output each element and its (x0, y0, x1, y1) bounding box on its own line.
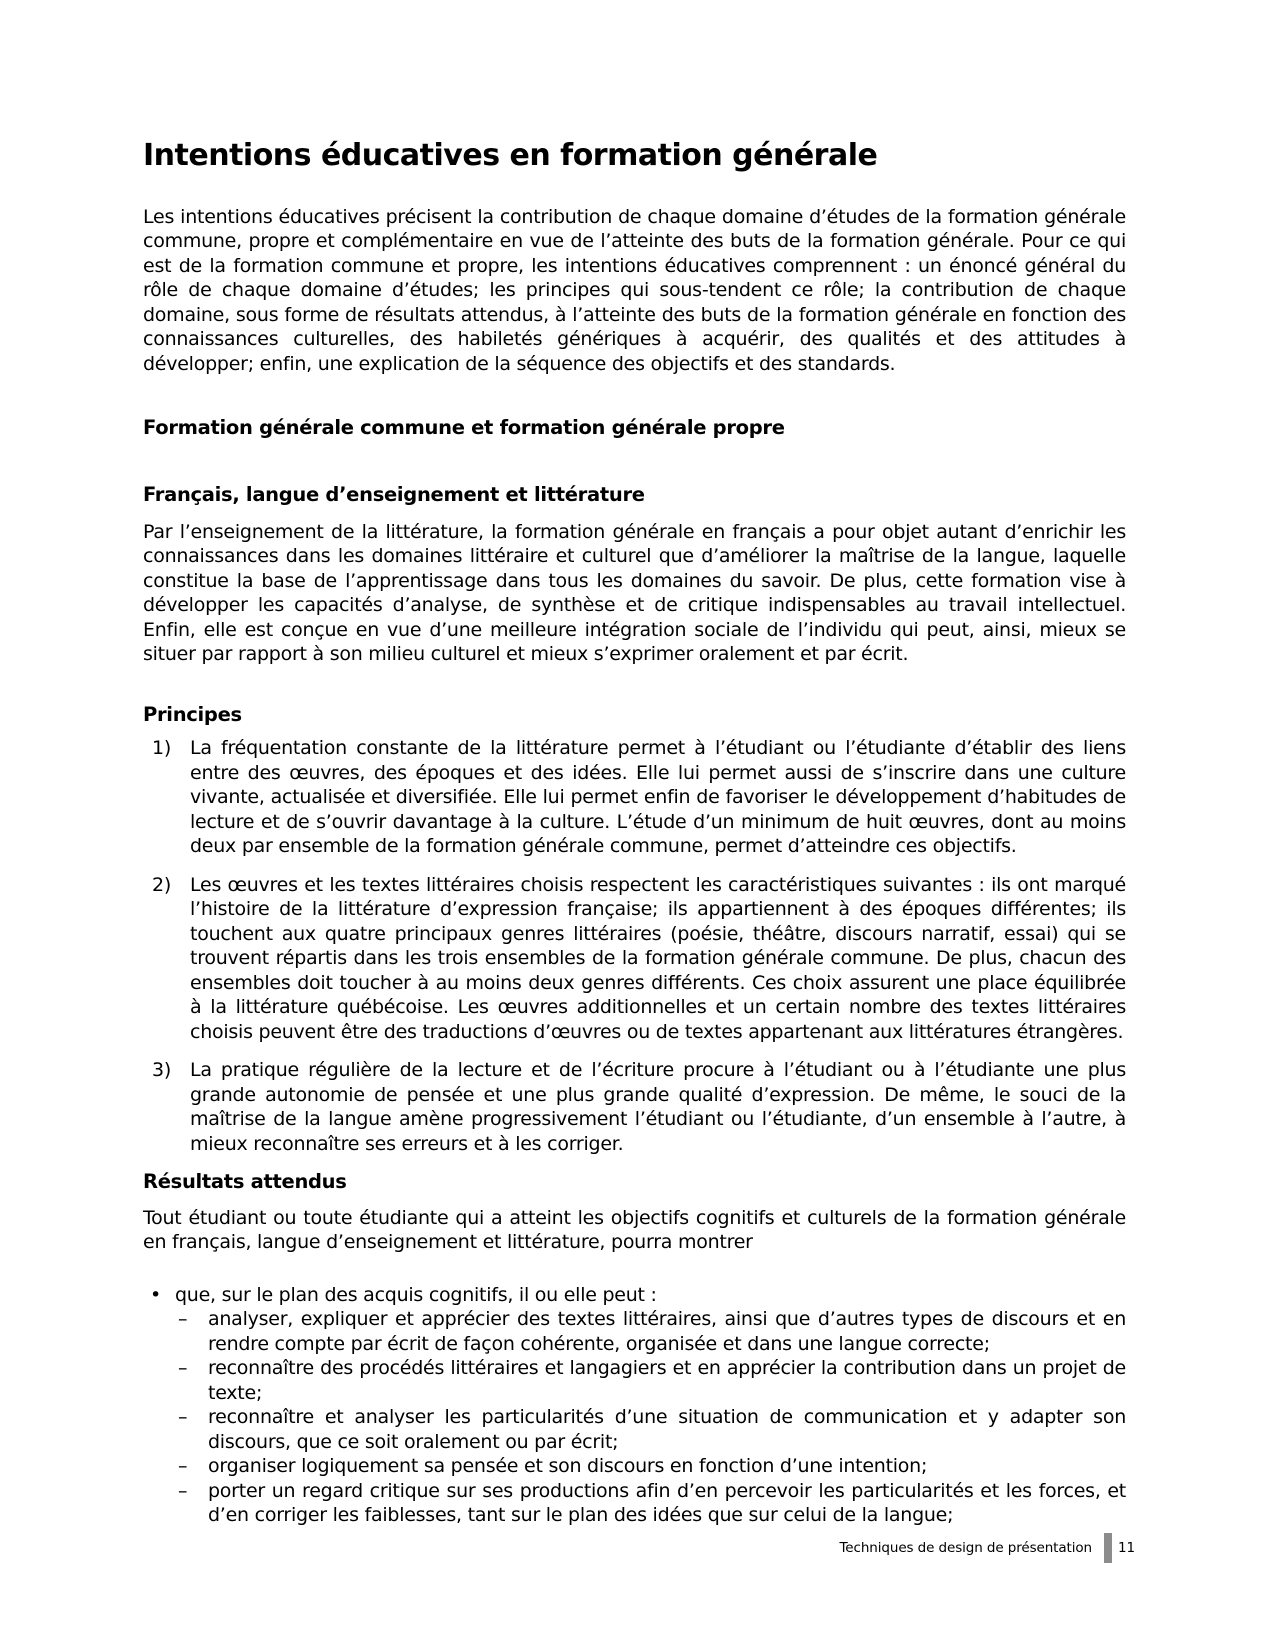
footer-divider-bar (1104, 1533, 1112, 1563)
results-intro-paragraph: Tout étudiant ou toute étudiante qui a atteint les objectifs cognitifs et culturels de la formation générale en français, langue d’enseignement et littérature, pourra montrer (143, 1206, 1126, 1254)
dash-item-4 (175, 1454, 1126, 1479)
results-heading: Résultats attendus (143, 1170, 347, 1194)
bullet-marker: • (150, 1283, 161, 1306)
bullet-item (143, 1283, 1126, 1308)
dash-item-2 (175, 1356, 1126, 1405)
page-content (143, 0, 1126, 1528)
item-number: 1) (152, 737, 172, 760)
intro-paragraph: Les intentions éducatives précisent la contribution de chaque domaine d’études de la formation générale commune, propre et complémentaire en vue de l’atteinte des buts de la formation générale. Pour ce qui est de la formation commune et propre, les intentions éducatives comprennent : un énoncé général du rôle de chaque domaine d’études; les principes qui sous-tendent ce rôle; la contribution de chaque domaine, sous forme de résultats attendus, à l’atteinte des buts de la formation générale en fonction des connaissances culturelles, des habiletés génériques à acquérir, des qualités et des attitudes à développer; enfin, une explication de la séquence des objectifs et des standards. (143, 205, 1126, 375)
subsection-paragraph: Par l’enseignement de la littérature, la formation générale en français a pour objet autant d’enrichir les connaissances dans les domaines littéraire et culturel que d’améliorer la maîtrise de la langue, laquelle constitue la base de l’apprentissage dans tous les domaines du savoir. De plus, cette formation vise à développer les capacités d’analyse, de synthèse et de critique indispensables au travail intellectuel. Enfin, elle est conçue en vue d’une meilleure intégration sociale de l’individu qui peut, ainsi, mieux se situer par rapport à son milieu culturel et mieux s’exprimer oralement et par écrit. (143, 520, 1126, 666)
dash-marker: – (178, 1479, 188, 1502)
item-text: Les œuvres et les textes littéraires choisis respectent les caractéristiques suivantes : ils ont marqué l’histoire de la littérature d’expression française; ils appartiennent à des époques différentes; ils touchent aux quatre principaux genres littéraires (poésie, théâtre, discours narratif, essai) qui se trouvent répartis dans les trois ensembles de la formation générale commune. De plus, chacun des ensembles doit toucher à au moins deux genres différents. Ces choix assurent une place équilibrée à la littérature québécoise. Les œuvres additionnelles et un certain nombre des textes littéraires choisis peuvent être des traductions d’œuvres ou de textes appartenant aux littératures étrangères. (190, 873, 1126, 1043)
dash-text: porter un regard critique sur ses productions afin d’en percevoir les particularités et les forces, et d’en corriger les faiblesses, tant sur le plan des idées que sur celui de la langue; (208, 1479, 1126, 1527)
page-title: Intentions éducatives en formation générale (143, 138, 878, 173)
item-text: La fréquentation constante de la littérature permet à l’étudiant ou l’étudiante d’établir des liens entre des œuvres, des époques et des idées. Elle lui permet aussi de s’inscrire dans une culture vivante, actualisée et diversifiée. Elle lui permet enfin de favoriser le développement d’habitudes de lecture et de s’ouvrir davantage à la culture. L’étude d’un minimum de huit œuvres, dont au moins deux par ensemble de la formation générale commune, permet d’atteindre ces objectifs. (190, 737, 1126, 858)
item-number: 2) (152, 873, 172, 896)
dash-marker: – (178, 1455, 188, 1478)
dash-text: reconnaître et analyser les particularités d’une situation de communication et y adapter son discours, que ce soit oralement ou par écrit; (208, 1406, 1126, 1453)
principle-item-3 (143, 1058, 1126, 1156)
principle-item-1 (143, 736, 1126, 859)
dash-item-1 (175, 1307, 1126, 1356)
dash-text: analyser, expliquer et apprécier des textes littéraires, ainsi que d’autres types de discours et en rendre compte par écrit de façon cohérente, organisée et dans une langue correcte; (208, 1308, 1126, 1355)
principle-item-2 (143, 873, 1126, 1045)
item-text: La pratique régulière de la lecture et de l’écriture procure à l’étudiant ou à l’étudiante une plus grande autonomie de pensée et une plus grande qualité d’expression. De même, le souci de la maîtrise de la langue amène progressivement l’étudiant ou l’étudiante, d’un ensemble à l’autre, à mieux reconnaître ses erreurs et à les corriger. (190, 1059, 1126, 1155)
results-list (143, 1283, 1126, 1528)
page-number: 11 (1118, 1540, 1135, 1556)
footer-document-title: Techniques de design de présentation (839, 1540, 1093, 1556)
principles-heading: Principes (143, 702, 242, 726)
dash-marker: – (178, 1357, 188, 1380)
bullet-text: que, sur le plan des acquis cognitifs, il ou elle peut : (175, 1283, 657, 1306)
principles-list (143, 736, 1126, 1156)
dash-marker: – (178, 1406, 188, 1429)
dash-text: reconnaître des procédés littéraires et langagiers et en apprécier la contribution dans un projet de texte; (208, 1357, 1126, 1404)
subsection-heading: Français, langue d’enseignement et littérature (143, 483, 645, 507)
dash-text: organiser logiquement sa pensée et son discours en fonction d’une intention; (208, 1455, 928, 1478)
item-number: 3) (152, 1059, 172, 1082)
dash-item-3 (175, 1405, 1126, 1454)
section-heading: Formation générale commune et formation générale propre (143, 416, 785, 439)
page-footer (839, 1533, 1135, 1563)
dash-item-5 (175, 1479, 1126, 1528)
dash-marker: – (178, 1308, 188, 1331)
